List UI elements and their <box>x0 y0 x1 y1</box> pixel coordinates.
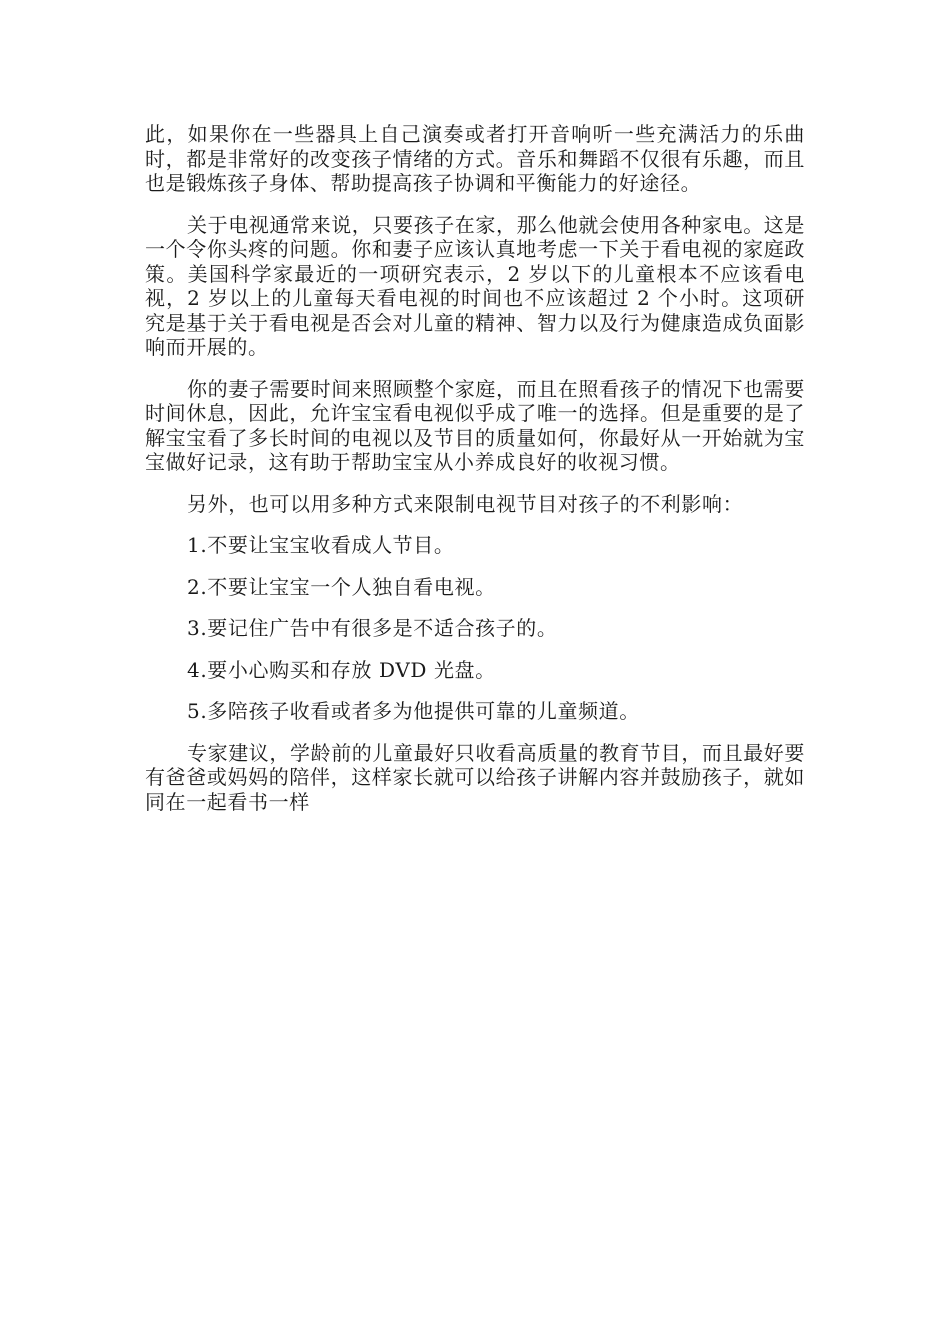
paragraph-music: 此，如果你在一些器具上自己演奏或者打开音响听一些充满活力的乐曲时，都是非常好的改变孩子情绪的方式。音乐和舞蹈不仅很有乐趣，而且也是锻炼孩子身体、帮助提高孩子协调和平衡能力的好途径。 <box>145 122 805 195</box>
paragraph-limit-intro: 另外，也可以用多种方式来限制电视节目对孩子的不利影响： <box>187 491 744 516</box>
list-item: 1.不要让宝宝收看成人节目。 <box>187 533 455 557</box>
list-item: 4.要小心购买和存放 DVD 光盘。 <box>187 657 496 682</box>
document-body <box>145 122 805 831</box>
paragraph-expert-advice: 专家建议，学龄前的儿童最好只收看高质量的教育节目，而且最好要有爸爸或妈妈的陪伴，这样家长就可以给孩子讲解内容并鼓励孩子，就如同在一起看书一样 <box>145 740 805 814</box>
paragraph-tv-time: 你的妻子需要时间来照顾整个家庭，而且在照看孩子的情况下也需要时间休息，因此，允许宝宝看电视似乎成了唯一的选择。但是重要的是了解宝宝看了多长时间的电视以及节目的质量如何，你最好从一开始就为宝宝做好记录，这有助于帮助宝宝从小养成良好的收视习惯。 <box>145 376 805 474</box>
list-item: 2.不要让宝宝一个人独自看电视。 <box>187 574 496 599</box>
list-item: 5.多陪孩子收看或者多为他提供可靠的儿童频道。 <box>187 699 640 723</box>
paragraph-tv-policy: 关于电视通常来说，只要孩子在家，那么他就会使用各种家电。这是一个令你头疼的问题。你和妻子应该认真地考虑一下关于看电视的家庭政策。美国科学家最近的一项研究表示，2 岁以下的儿童根本不应该看电视，2 岁以上的儿童每天看电视的时间也不应该超过 2 个小时。这项研究是基于关于看电视是否会对儿童的精神、智力以及行为健康造成负面影响而开展的。 <box>145 212 805 359</box>
list-item: 3.要记住广告中有很多是不适合孩子的。 <box>187 616 558 640</box>
